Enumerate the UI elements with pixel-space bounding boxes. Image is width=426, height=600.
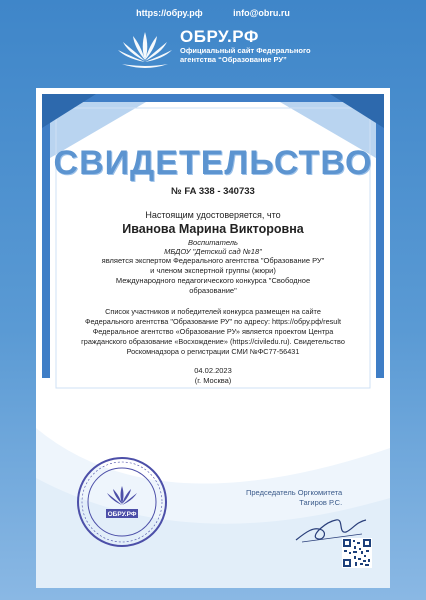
info-line: гражданского образование «Восхождение» (https://civiledu.ru). Свидетельство <box>81 337 345 346</box>
info-paragraph <box>36 307 390 357</box>
signer-name: Тагиров Р.С. <box>299 498 343 507</box>
info-line: Федеральное агентство «Образование РУ» является проектом Центра <box>92 327 334 336</box>
recipient-institution: МБДОУ "Детский сад №18" <box>164 247 262 256</box>
signer-title: Председатель Оргкомитета <box>246 488 343 497</box>
info-line: Роскомнадзора о регистрации СМИ №ФС77-56431 <box>126 347 300 356</box>
brand-name: ОБРУ.РФ <box>180 27 259 46</box>
recipient-role: Воспитатель <box>188 238 238 247</box>
info-line: Список участников и победителей конкурса размещен на сайте <box>105 307 321 316</box>
signer-block <box>246 488 342 508</box>
stamp-label: ОБРУ.РФ <box>107 511 137 518</box>
certificate-sheet <box>36 88 390 588</box>
statement-line: Международного педагогического конкурса "Свободное <box>115 276 311 285</box>
issue-date: 04.02.2023 <box>194 366 232 375</box>
info-line: Федерального агентства "Образование РУ" по адресу: https://обру.рф/result <box>84 317 341 326</box>
issue-city: (г. Москва) <box>194 376 232 385</box>
header-links <box>0 8 426 18</box>
brand-subtitle-1: Официальный сайт Федерального <box>180 46 311 55</box>
statement-line: является экспертом Федерального агентства "Образование РУ" <box>101 256 325 265</box>
certificate-title: СВИДЕТЕЛЬСТВО <box>53 144 373 182</box>
qr-code-icon <box>342 538 372 568</box>
statement-line: образование" <box>189 286 237 295</box>
brand <box>116 28 311 70</box>
intro-text: Настоящим удостоверяется, что <box>145 210 281 220</box>
certificate-number: № FA 338 - 340733 <box>171 186 255 197</box>
issue-date-block <box>36 366 390 386</box>
official-stamp <box>76 456 168 548</box>
statement-line: и членом экспертной группы (жюри) <box>150 266 276 275</box>
expert-statement <box>36 256 390 296</box>
recipient-name: Иванова Марина Викторовна <box>122 222 304 236</box>
brand-subtitle-2: агентства “Образование РУ” <box>180 55 287 64</box>
email-link[interactable]: info@obru.ru <box>233 8 290 18</box>
site-link[interactable]: https://обру.рф <box>136 8 203 18</box>
lotus-logo-icon <box>116 28 174 70</box>
